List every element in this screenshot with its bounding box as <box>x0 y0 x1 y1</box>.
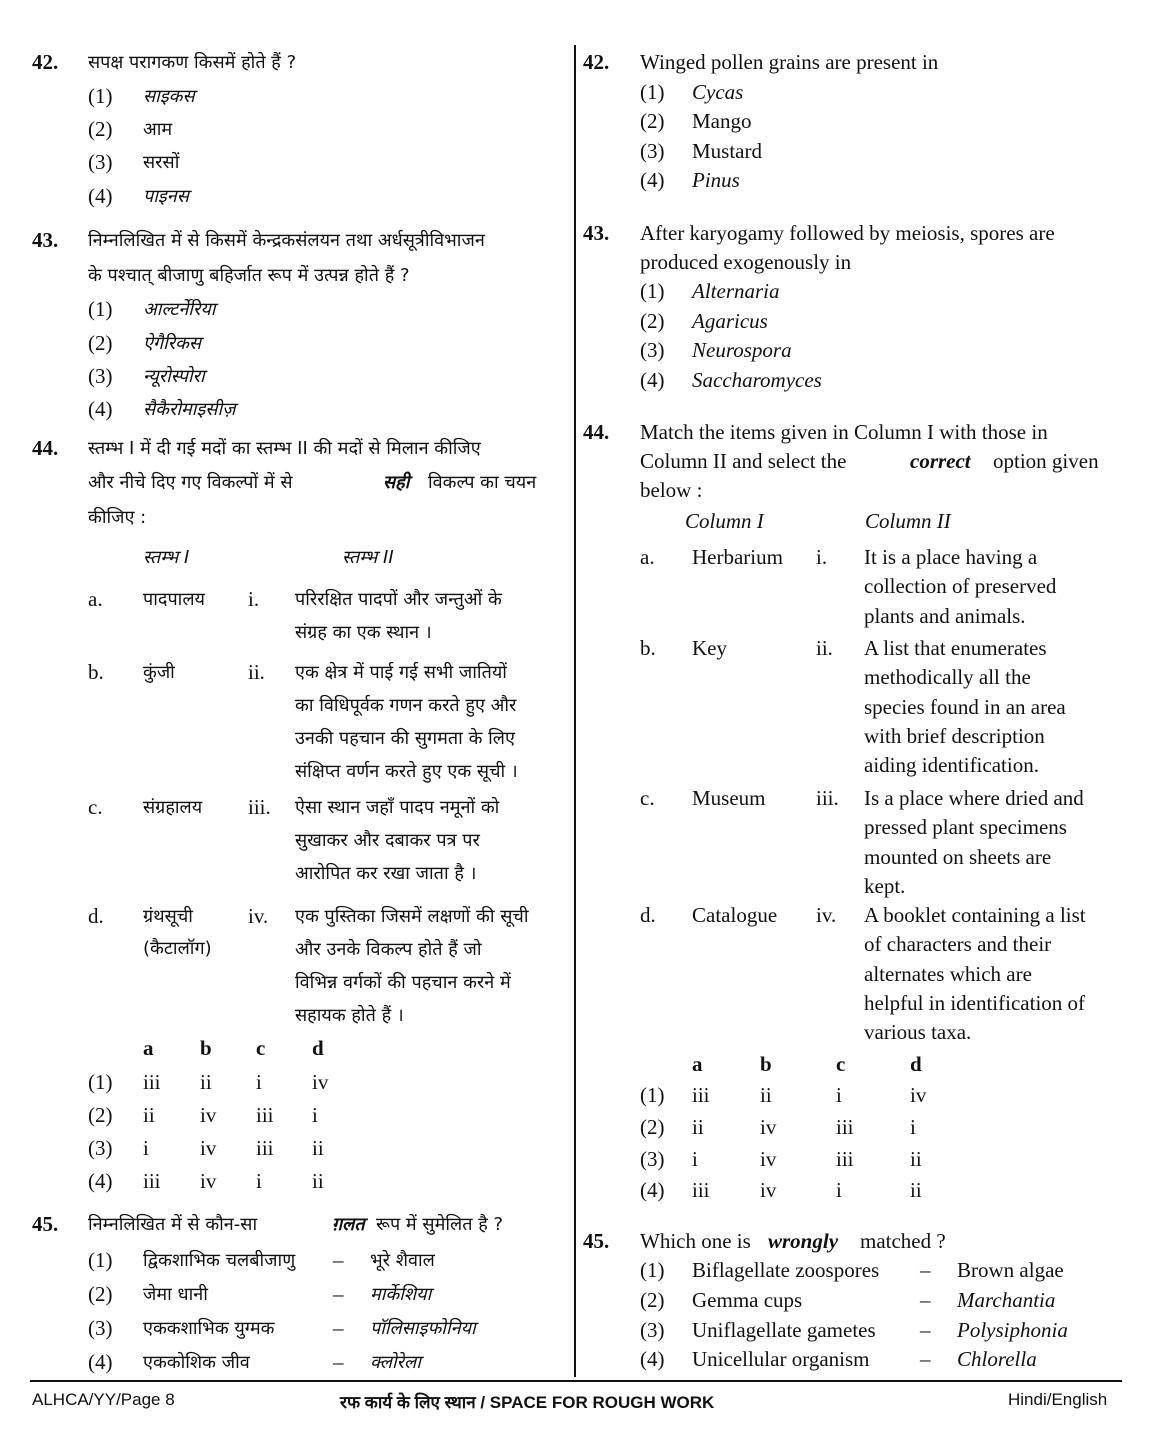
question-stem: below : <box>640 478 703 502</box>
question-stem: रूप में सुमेलित है ? <box>376 1214 504 1235</box>
row-roman: ii. <box>248 660 265 684</box>
column-description: methodically all the <box>864 665 1031 690</box>
row-letter: b. <box>88 660 104 684</box>
answer-cell: ii <box>312 1169 324 1193</box>
option-term: Unicellular organism <box>692 1347 870 1371</box>
answer-cell: iv <box>760 1115 777 1139</box>
answer-heading: d <box>910 1052 922 1076</box>
option-number: (2) <box>640 109 665 133</box>
option-number: (2) <box>88 1282 113 1306</box>
option-dash: – <box>333 1350 344 1374</box>
answer-heading: a <box>143 1036 154 1060</box>
option-number: (3) <box>640 139 665 163</box>
row-letter: c. <box>640 786 655 810</box>
option-text: Saccharomyces <box>692 368 822 392</box>
option-text: Mango <box>692 109 752 133</box>
answer-heading: c <box>256 1036 266 1060</box>
question-stem: Winged pollen grains are present in <box>640 50 939 74</box>
option-text: Agaricus <box>692 309 768 333</box>
question-number: 42. <box>583 50 610 74</box>
question-number: 44. <box>32 436 59 460</box>
question-stem: निम्नलिखित में से कौन-सा <box>88 1214 258 1235</box>
column-description: It is a place having a <box>864 545 1038 569</box>
answer-heading: c <box>836 1052 846 1076</box>
option-number: (1) <box>88 84 113 108</box>
column-description: mounted on sheets are <box>864 844 1052 869</box>
option-number: (2) <box>640 1115 665 1139</box>
question-number: 43. <box>583 221 610 245</box>
row-roman: i. <box>248 587 260 611</box>
option-dash: – <box>333 1248 344 1272</box>
option-match: Chlorella <box>957 1347 1037 1371</box>
answer-cell: iv <box>760 1178 777 1202</box>
option-number: (4) <box>640 1347 665 1371</box>
option-match: Polysiphonia <box>957 1318 1068 1342</box>
rough-work-label: रफ कार्य के लिए स्थान / SPACE FOR ROUGH WORK <box>340 1393 715 1412</box>
row-roman: iv. <box>248 904 269 928</box>
answer-cell: i <box>910 1115 916 1139</box>
answer-cell: iii <box>836 1115 854 1139</box>
column-item: पादपालय <box>143 589 205 610</box>
option-number: (4) <box>640 368 665 392</box>
option-number: (1) <box>640 1083 665 1107</box>
question-stem: विकल्प का चयन <box>428 472 537 493</box>
emphasis: correct <box>910 449 971 473</box>
option-term: एककशाभिक युग्मक <box>143 1318 275 1339</box>
answer-cell: iv <box>200 1103 217 1127</box>
option-number: (1) <box>88 297 113 321</box>
row-roman: iv. <box>816 903 837 927</box>
row-roman: i. <box>816 545 828 569</box>
column-description: pressed plant specimens <box>864 815 1067 840</box>
option-number: (2) <box>640 1288 665 1312</box>
question-stem: matched ? <box>860 1229 946 1253</box>
answer-heading: b <box>760 1052 772 1076</box>
option-number: (4) <box>640 168 665 192</box>
answer-cell: ii <box>910 1147 922 1171</box>
column-description: सहायक होते हैं । <box>295 1005 404 1026</box>
option-term: Biflagellate zoospores <box>692 1258 880 1282</box>
question-stem: After karyogamy followed by meiosis, spores are <box>640 221 1055 245</box>
page-code: ALHCA/YY/Page 8 <box>32 1390 175 1409</box>
question-number: 45. <box>583 1229 610 1253</box>
column-description: परिरक्षित पादपों और जन्तुओं के <box>295 589 502 610</box>
column-description: उनकी पहचान की सुगमता के लिए <box>295 728 515 749</box>
option-number: (3) <box>88 150 113 174</box>
question-stem: कीजिए : <box>88 507 147 528</box>
answer-cell: ii <box>760 1083 772 1107</box>
answer-cell: iii <box>836 1147 854 1171</box>
footer-rule <box>30 1380 1122 1382</box>
question-stem: Column II and select the <box>640 449 847 473</box>
option-text: सरसों <box>143 152 180 173</box>
option-text: Pinus <box>692 168 740 192</box>
column-description: का विधिपूर्वक गणन करते हुए और <box>295 695 517 716</box>
option-match: Brown algae <box>957 1258 1064 1282</box>
option-text: ऐगैरिकस <box>143 333 202 354</box>
answer-heading: a <box>692 1052 703 1076</box>
answer-cell: iii <box>143 1070 161 1094</box>
option-number: (4) <box>88 397 113 421</box>
column-item: कुंजी <box>143 662 175 683</box>
column-description: of characters and their <box>864 932 1052 957</box>
column-description: और उनके विकल्प होते हैं जो <box>295 939 482 960</box>
question-stem: Match the items given in Column I with those in <box>640 420 1048 444</box>
row-roman: iii. <box>816 786 839 810</box>
column-item: Catalogue <box>692 903 778 927</box>
option-text: न्यूरोस्पोरा <box>143 366 205 387</box>
answer-cell: iii <box>692 1178 710 1202</box>
answer-cell: iii <box>692 1083 710 1107</box>
column-item: संग्रहालय <box>143 797 203 818</box>
emphasis: ग़लत <box>332 1214 365 1235</box>
row-letter: c. <box>88 795 103 819</box>
answer-cell: iv <box>760 1147 777 1171</box>
option-match: Marchantia <box>957 1288 1056 1312</box>
column-description: विभिन्न वर्गकों की पहचान करने में <box>295 972 511 993</box>
column-description: एक क्षेत्र में पाई गई सभी जातियों <box>295 662 507 683</box>
question-number: 44. <box>583 420 610 444</box>
option-number: (4) <box>640 1178 665 1202</box>
option-match: पॉलिसाइफोनिया <box>370 1318 476 1339</box>
answer-cell: i <box>256 1070 262 1094</box>
option-dash: – <box>333 1316 344 1340</box>
column-heading: Column II <box>865 509 951 533</box>
row-roman: ii. <box>816 636 833 660</box>
column-description: helpful in identification of <box>864 990 1086 1015</box>
option-text: आल्टर्नेरिया <box>143 299 216 320</box>
option-dash: – <box>920 1288 931 1312</box>
option-text: Neurospora <box>692 338 792 362</box>
column-heading: Column I <box>685 509 764 533</box>
column-item: ग्रंथसूची <box>143 906 193 927</box>
answer-cell: ii <box>692 1115 704 1139</box>
row-letter: a. <box>640 545 655 569</box>
question-stem: स्तम्भ I में दी गई मदों का स्तम्भ II की मदों से मिलान कीजिए <box>88 438 481 459</box>
question-number: 43. <box>32 228 59 252</box>
option-text: Alternaria <box>692 279 780 303</box>
column-description: alternates which are <box>864 961 1032 986</box>
option-number: (1) <box>88 1070 113 1094</box>
row-letter: d. <box>640 903 656 927</box>
answer-cell: iii <box>143 1169 161 1193</box>
option-number: (2) <box>88 331 113 355</box>
option-text: साइकस <box>143 86 195 107</box>
column-divider <box>574 45 576 1377</box>
answer-cell: iii <box>256 1103 274 1127</box>
option-dash: – <box>333 1282 344 1306</box>
answer-cell: iv <box>200 1136 217 1160</box>
option-term: एककोशिक जीव <box>143 1352 250 1373</box>
question-stem: और नीचे दिए गए विकल्पों में से <box>88 472 293 493</box>
answer-heading: d <box>312 1036 324 1060</box>
emphasis: सही <box>383 472 410 493</box>
column-description: kept. <box>864 873 906 898</box>
option-number: (4) <box>88 1350 113 1374</box>
column-description: संग्रह का एक स्थान । <box>295 622 432 643</box>
answer-cell: i <box>836 1083 842 1107</box>
row-roman: iii. <box>248 795 271 819</box>
option-number: (3) <box>88 364 113 388</box>
emphasis: wrongly <box>768 1229 839 1253</box>
option-dash: – <box>920 1347 931 1371</box>
column-description: aiding identification. <box>864 753 1039 778</box>
column-heading: स्तम्भ I <box>143 547 190 568</box>
answer-cell: iv <box>200 1169 217 1193</box>
option-text: Cycas <box>692 80 744 104</box>
question-stem: सपक्ष परागकण किसमें होते हैं ? <box>88 52 297 73</box>
option-number: (3) <box>88 1136 113 1160</box>
question-number: 45. <box>32 1212 59 1236</box>
option-number: (3) <box>640 1318 665 1342</box>
option-number: (4) <box>88 184 113 208</box>
column-description: various taxa. <box>864 1020 972 1045</box>
column-description: collection of preserved <box>864 574 1057 599</box>
answer-cell: i <box>256 1169 262 1193</box>
option-number: (3) <box>640 338 665 362</box>
option-term: द्विकशाभिक चलबीजाणु <box>143 1250 296 1271</box>
answer-cell: ii <box>143 1103 155 1127</box>
column-description: सुखाकर और दबाकर पत्र पर <box>295 830 480 851</box>
answer-cell: ii <box>910 1178 922 1202</box>
column-description: ऐसा स्थान जहाँ पादप नमूनों को <box>295 797 500 818</box>
answer-cell: i <box>836 1178 842 1202</box>
answer-cell: iv <box>312 1070 329 1094</box>
column-item: Herbarium <box>692 545 783 569</box>
column-description: संक्षिप्त वर्णन करते हुए एक सूची । <box>295 761 518 782</box>
column-item: Museum <box>692 786 766 810</box>
answer-cell: ii <box>200 1070 212 1094</box>
option-number: (1) <box>88 1248 113 1272</box>
column-description: with brief description <box>864 723 1045 748</box>
column-item: (कैटालॉग) <box>143 938 212 959</box>
option-number: (2) <box>88 1103 113 1127</box>
answer-cell: ii <box>312 1136 324 1160</box>
option-text: पाइनस <box>143 186 189 207</box>
option-match: क्लोरेला <box>370 1352 421 1373</box>
language-label: Hindi/English <box>1008 1390 1108 1409</box>
option-number: (3) <box>88 1316 113 1340</box>
column-description: एक पुस्तिका जिसमें लक्षणों की सूची <box>295 906 529 927</box>
column-heading: स्तम्भ II <box>342 547 394 568</box>
answer-cell: i <box>312 1103 318 1127</box>
column-description: आरोपित कर रखा जाता है । <box>295 863 477 884</box>
column-description: A booklet containing a list <box>864 903 1086 927</box>
column-description: species found in an area <box>864 694 1066 719</box>
answer-cell: i <box>692 1147 698 1171</box>
option-text: सैकैरोमाइसीज़ <box>143 399 236 420</box>
option-number: (2) <box>640 309 665 333</box>
column-description: Is a place where dried and <box>864 786 1084 810</box>
option-number: (3) <box>640 1147 665 1171</box>
column-description: A list that enumerates <box>864 636 1047 660</box>
option-number: (1) <box>640 80 665 104</box>
question-stem: Which one is <box>640 1229 751 1253</box>
question-stem: option given <box>993 449 1099 473</box>
option-text: आम <box>143 119 173 140</box>
row-letter: b. <box>640 636 656 660</box>
question-stem: के पश्चात् बीजाणु बहिर्जात रूप में उत्पन्न होते हैं ? <box>88 265 410 286</box>
option-dash: – <box>920 1258 931 1282</box>
option-text: Mustard <box>692 139 762 163</box>
answer-cell: iv <box>910 1083 927 1107</box>
option-dash: – <box>920 1318 931 1342</box>
column-description: plants and animals. <box>864 603 1026 628</box>
row-letter: a. <box>88 587 103 611</box>
option-match: भूरे शैवाल <box>370 1250 435 1271</box>
answer-cell: iii <box>256 1136 274 1160</box>
option-number: (4) <box>88 1169 113 1193</box>
option-number: (1) <box>640 1258 665 1282</box>
option-number: (1) <box>640 279 665 303</box>
question-stem: produced exogenously in <box>640 250 852 274</box>
question-number: 42. <box>32 50 59 74</box>
question-stem: निम्नलिखित में से किसमें केन्द्रकसंलयन तथा अर्धसूत्रीविभाजन <box>88 230 485 251</box>
answer-cell: i <box>143 1136 149 1160</box>
option-number: (2) <box>88 117 113 141</box>
option-term: जेमा धानी <box>143 1284 208 1305</box>
answer-heading: b <box>200 1036 212 1060</box>
row-letter: d. <box>88 904 104 928</box>
option-term: Gemma cups <box>692 1288 803 1312</box>
column-item: Key <box>692 636 727 660</box>
option-match: मार्केशिया <box>370 1284 432 1305</box>
option-term: Uniflagellate gametes <box>692 1318 876 1342</box>
